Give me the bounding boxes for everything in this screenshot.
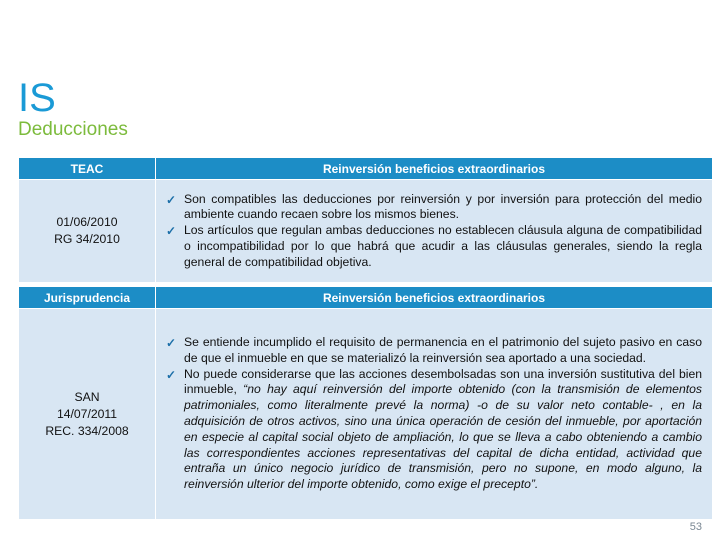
bullet-list <box>166 192 702 271</box>
reference-date: 01/06/2010 <box>56 215 118 229</box>
content-cell <box>156 180 713 283</box>
bullet-text: Se entiende incumplido el requisito de permanencia en el patrimonio del sujeto pasivo en caso de que el inmueble en que se materializó la reinversión sea aportado a una sociedad. <box>184 335 702 365</box>
deductions-table <box>18 157 713 520</box>
bullet-text: Los artículos que regulan ambas deducciones no establecen cláusula alguna de compatibilidad o incompatibilidad por lo que habrá que acudir a las cláusulas generales, siendo la regla general de compatibilidad objetiva. <box>184 223 702 269</box>
checkmark-icon: ✓ <box>166 224 177 239</box>
header-source-cell: Jurisprudencia <box>19 287 156 309</box>
table-row <box>19 180 713 283</box>
content-cell <box>156 309 713 520</box>
header-source-cell: TEAC <box>19 158 156 180</box>
bullet-list <box>166 335 702 493</box>
table-row <box>19 309 713 520</box>
slide-subtitle: Deducciones <box>18 119 128 140</box>
reference-court: SAN <box>74 389 100 404</box>
bullet-text: No puede considerarse que las acciones desembolsadas son una inversión sustitutiva del bien inmueble, <box>184 366 702 397</box>
checkmark-icon: ✓ <box>166 367 177 382</box>
bullet-text: Son compatibles las deducciones por reinversión y por inversión para protección del medio ambiente cuando recaen sobre los mismos bienes. <box>184 191 702 222</box>
reference-id: REC. 334/2008 <box>45 423 129 438</box>
quoted-text: “no hay aquí reinversión del importe obtenido (con la transmisión de elementos patrimoniales, como literalmente prevé la norma) -o de su valor neto contable- , en la adquisición de otros activos, sino una única operación de cesión del inmueble, por aportación en especie al capital social objeto de ampliación, lo que se lleva a cabo obteniendo a cambio las correspondientes acciones representativas del capital de dicha entidad, actividad que entraña un único negocio jurídico de transmisión, pero no supone, en modo alguno, la reinversión ulterior del importe obtenido, como exige el precepto”. <box>184 382 702 492</box>
table-header-row <box>19 287 713 309</box>
header-topic-cell: Reinversión beneficios extraordinarios <box>156 287 713 309</box>
list-item <box>166 223 702 270</box>
list-item <box>166 367 702 493</box>
table-header-row <box>19 158 713 180</box>
reference-id: RG 34/2010 <box>54 232 120 246</box>
reference-cell <box>19 309 156 520</box>
reference-cell <box>19 180 156 283</box>
list-item <box>166 192 702 224</box>
header-topic-cell: Reinversión beneficios extraordinarios <box>156 158 713 180</box>
checkmark-icon: ✓ <box>166 336 177 351</box>
slide-title: IS <box>18 76 56 120</box>
list-item <box>166 335 702 367</box>
reference-date: 14/07/2011 <box>56 406 118 421</box>
checkmark-icon: ✓ <box>166 192 177 207</box>
page-number: 53 <box>689 521 702 533</box>
